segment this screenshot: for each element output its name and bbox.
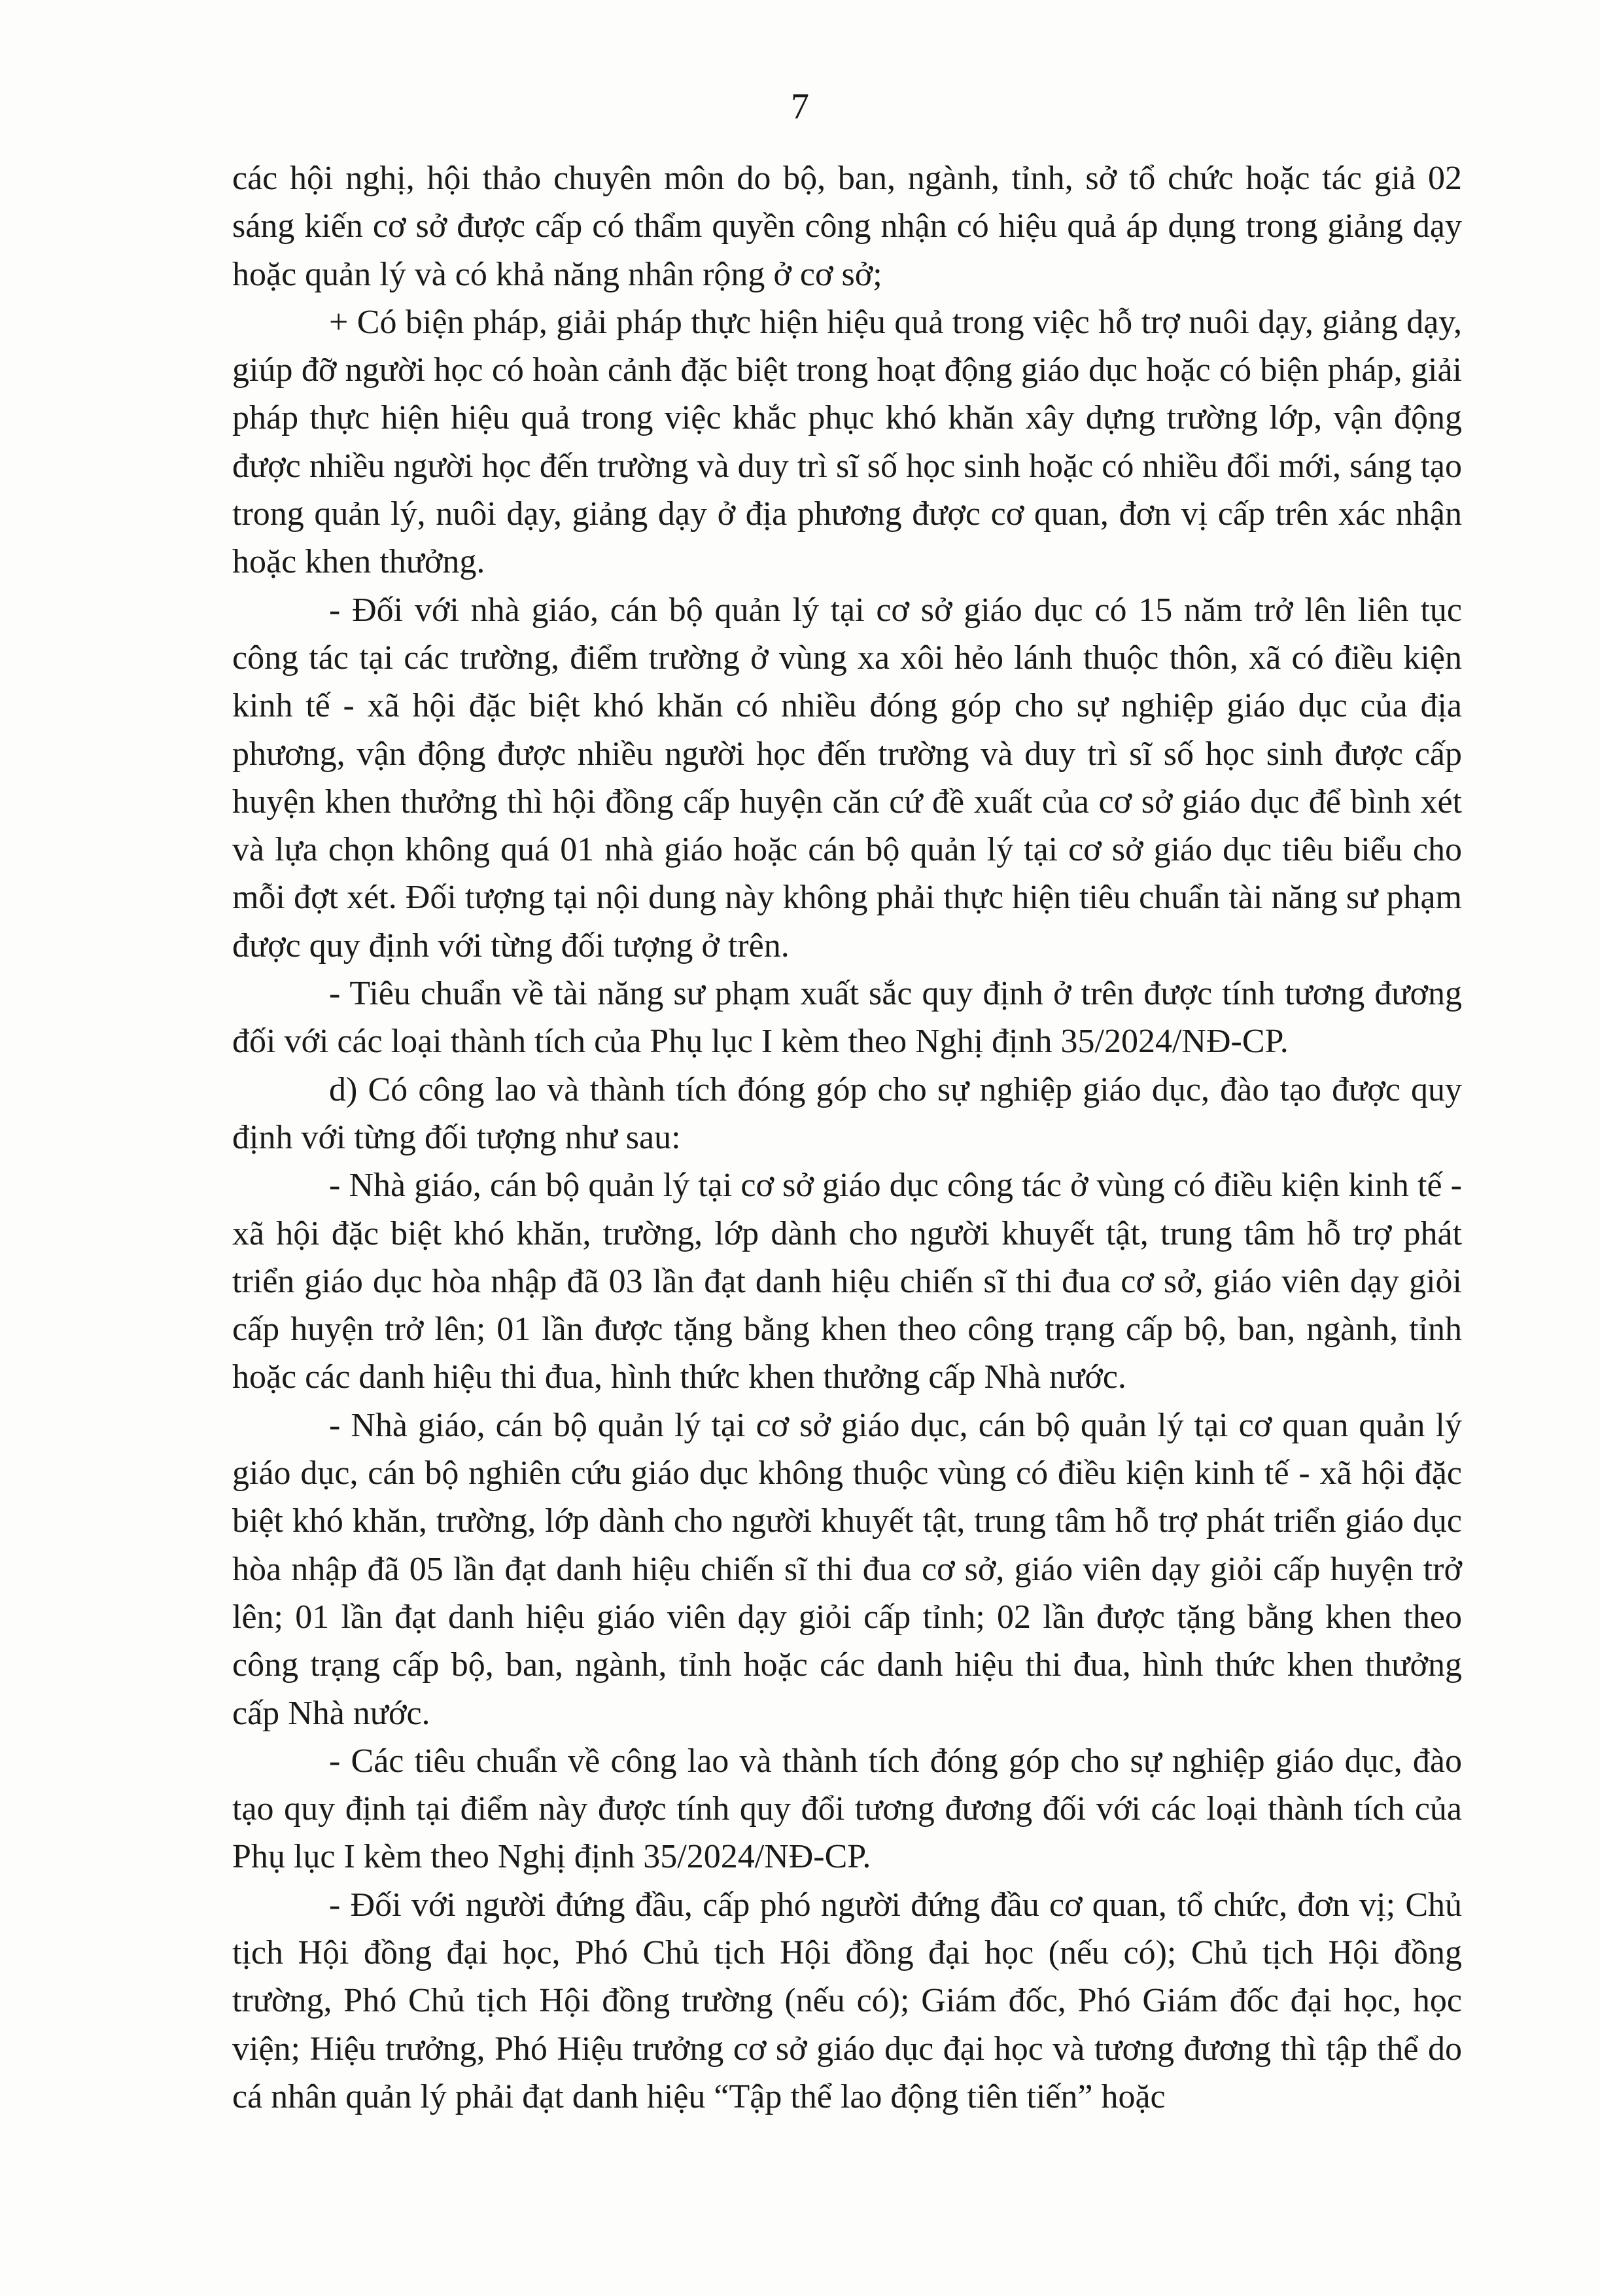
paragraph-contribution-equivalence: - Các tiêu chuẩn về công lao và thành tích đóng góp cho sự nghiệp giáo dục, đào tạo quy định tại điểm này được tính quy đổi tương đương đối với các loại thành tích của Phụ lục I kèm theo Nghị định 35/2024/NĐ-CP. — [232, 1742, 1462, 1876]
paragraph-remote-area-teachers: - Đối với nhà giáo, cán bộ quản lý tại cơ sở giáo dục có 15 năm trở lên liên tục công tác tại các trường, điểm trường ở vùng xa xôi hẻo lánh thuộc thôn, xã có điều kiện kinh tế - xã hội đặc biệt khó khăn có nhiều đóng góp cho sự nghiệp giáo dục của địa phương, vận động được nhiều người học đến trường và duy trì sĩ số học sinh được cấp huyện khen thưởng thì hội đồng cấp huyện căn cứ đề xuất của cơ sở giáo dục để bình xét và lựa chọn không quá 01 nhà giáo hoặc cán bộ quản lý tại cơ sở giáo dục tiêu biểu cho mỗi đợt xét. Đối tượng tại nội dung này không phải thực hiện tiêu chuẩn tài năng sư phạm được quy định với từng đối tượng ở trên. — [232, 591, 1462, 964]
paragraph-difficult-area-teachers: - Nhà giáo, cán bộ quản lý tại cơ sở giáo dục công tác ở vùng có điều kiện kinh tế - xã hội đặc biệt khó khăn, trường, lớp dành cho người khuyết tật, trung tâm hỗ trợ phát triển giáo dục hòa nhập đã 03 lần đạt danh hiệu chiến sĩ thi đua cơ sở, giáo viên dạy giỏi cấp huyện trở lên; 01 lần được tặng bằng khen theo công trạng cấp bộ, ban, ngành, tỉnh hoặc các danh hiệu thi đua, hình thức khen thưởng cấp Nhà nước. — [232, 1167, 1462, 1396]
document-body — [232, 154, 1462, 2121]
paragraph-plus-measures: + Có biện pháp, giải pháp thực hiện hiệu quả trong việc hỗ trợ nuôi dạy, giảng dạy, giúp đỡ người học có hoàn cảnh đặc biệt trong hoạt động giáo dục hoặc có biện pháp, giải pháp thực hiện hiệu quả trong việc khắc phục khó khăn xây dựng trường lớp, vận động được nhiều người học đến trường và duy trì sĩ số học sinh hoặc có nhiều đổi mới, sáng tạo trong quản lý, nuôi dạy, giảng dạy ở địa phương được cơ quan, đơn vị cấp trên xác nhận hoặc khen thưởng. — [232, 303, 1462, 581]
paragraph-heads-of-units: - Đối với người đứng đầu, cấp phó người đứng đầu cơ quan, tổ chức, đơn vị; Chủ tịch Hội đồng đại học, Phó Chủ tịch Hội đồng đại học (nếu có); Chủ tịch Hội đồng trường, Phó Chủ tịch Hội đồng trường (nếu có); Giám đốc, Phó Giám đốc đại học, học viện; Hiệu trưởng, Phó Hiệu trưởng cơ sở giáo dục đại học và tương đương thì tập thể do cá nhân quản lý phải đạt danh hiệu “Tập thể lao động tiên tiến” hoặc — [232, 1886, 1462, 2115]
paragraph-other-area-teachers: - Nhà giáo, cán bộ quản lý tại cơ sở giáo dục, cán bộ quản lý tại cơ quan quản lý giáo dục, cán bộ nghiên cứu giáo dục không thuộc vùng có điều kiện kinh tế - xã hội đặc biệt khó khăn, trường, lớp dành cho người khuyết tật, trung tâm hỗ trợ phát triển giáo dục hòa nhập đã 05 lần đạt danh hiệu chiến sĩ thi đua cơ sở, giáo viên dạy giỏi cấp huyện trở lên; 01 lần đạt danh hiệu giáo viên dạy giỏi cấp tỉnh; 02 lần được tặng bằng khen theo công trạng cấp bộ, ban, ngành, tỉnh hoặc các danh hiệu thi đua, hình thức khen thưởng cấp Nhà nước. — [232, 1406, 1462, 1732]
paragraph-pedagogical-talent-equivalence: - Tiêu chuẩn về tài năng sư phạm xuất sắc quy định ở trên được tính tương đương đối với các loại thành tích của Phụ lục I kèm theo Nghị định 35/2024/NĐ-CP. — [232, 975, 1462, 1061]
paragraph-point-d: d) Có công lao và thành tích đóng góp cho sự nghiệp giáo dục, đào tạo được quy định với từng đối tượng như sau: — [232, 1070, 1462, 1156]
paragraph-continuation: các hội nghị, hội thảo chuyên môn do bộ, ban, ngành, tỉnh, sở tổ chức hoặc tác giả 02 sáng kiến cơ sở được cấp có thẩm quyền công nhận có hiệu quả áp dụng trong giảng dạy hoặc quản lý và có khả năng nhân rộng ở cơ sở; — [232, 160, 1462, 293]
page-number: 7 — [791, 86, 809, 127]
